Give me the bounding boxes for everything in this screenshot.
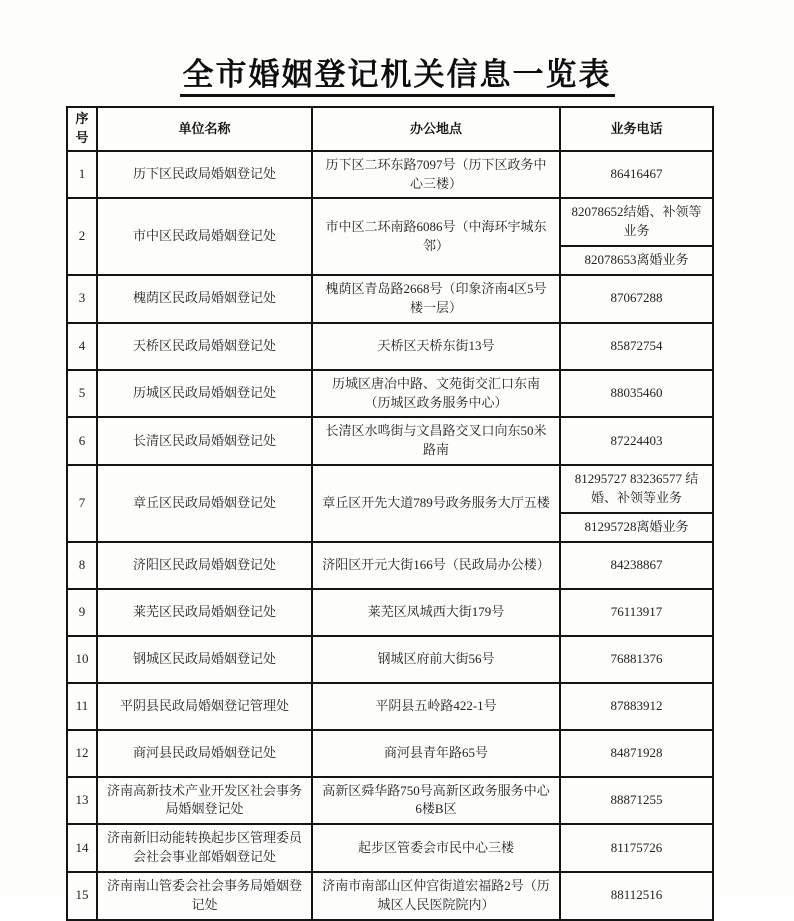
cell-address: 商河县青年路65号	[312, 730, 560, 777]
cell-phone: 82078653离婚业务	[560, 246, 713, 275]
cell-phone: 86416467	[560, 151, 713, 199]
cell-address: 高新区舜华路750号高新区政务服务中心6楼B区	[312, 777, 560, 825]
cell-address: 天桥区天桥东街13号	[312, 323, 560, 370]
cell-phone: 88112516	[560, 872, 713, 920]
cell-phone: 84871928	[560, 730, 713, 777]
header-phone: 业务电话	[560, 107, 713, 151]
cell-address: 钢城区府前大街56号	[312, 636, 560, 683]
cell-phone: 82078652结婚、补领等业务	[560, 198, 713, 246]
table-row	[67, 370, 713, 418]
cell-phone: 88871255	[560, 777, 713, 825]
table-row	[67, 542, 713, 589]
cell-address: 莱芜区凤城西大街179号	[312, 589, 560, 636]
cell-phone: 81295727 83236577 结婚、补领等业务	[560, 465, 713, 513]
header-name: 单位名称	[97, 107, 312, 151]
cell-phone: 76113917	[560, 589, 713, 636]
cell-address: 市中区二环南路6086号（中海环宇城东邻）	[312, 198, 560, 275]
table-row	[67, 275, 713, 323]
cell-phone: 87883912	[560, 683, 713, 730]
cell-name: 商河县民政局婚姻登记处	[97, 730, 312, 777]
cell-name: 济阳区民政局婚姻登记处	[97, 542, 312, 589]
cell-name: 槐荫区民政局婚姻登记处	[97, 275, 312, 323]
table-row	[67, 730, 713, 777]
cell-name: 历下区民政局婚姻登记处	[97, 151, 312, 199]
page-title: 全市婚姻登记机关信息一览表	[180, 58, 615, 97]
cell-index: 15	[67, 872, 97, 920]
cell-name: 章丘区民政局婚姻登记处	[97, 465, 312, 542]
cell-name: 济南新旧动能转换起步区管理委员会社会事业部婚姻登记处	[97, 824, 312, 872]
cell-index: 2	[67, 198, 97, 275]
table-row	[67, 589, 713, 636]
cell-address: 章丘区开先大道789号政务服务大厅五楼	[312, 465, 560, 542]
cell-address: 济南市南部山区仲宫街道宏福路2号（历城区人民医院院内）	[312, 872, 560, 920]
table-row	[67, 151, 713, 199]
cell-name: 济南南山管委会社会事务局婚姻登记处	[97, 872, 312, 920]
cell-index: 3	[67, 275, 97, 323]
table-header	[67, 107, 713, 151]
table-row	[67, 683, 713, 730]
table-row	[67, 198, 713, 246]
cell-phone: 81295728离婚业务	[560, 513, 713, 542]
cell-address: 平阴县五岭路422-1号	[312, 683, 560, 730]
marriage-registry-table	[66, 106, 714, 921]
cell-name: 长清区民政局婚姻登记处	[97, 417, 312, 465]
cell-phone: 76881376	[560, 636, 713, 683]
cell-index: 12	[67, 730, 97, 777]
table-row	[67, 636, 713, 683]
cell-name: 天桥区民政局婚姻登记处	[97, 323, 312, 370]
cell-index: 1	[67, 151, 97, 199]
header-row	[67, 107, 713, 151]
cell-index: 8	[67, 542, 97, 589]
title-container	[0, 58, 794, 97]
cell-index: 11	[67, 683, 97, 730]
cell-name: 济南高新技术产业开发区社会事务局婚姻登记处	[97, 777, 312, 825]
cell-index: 5	[67, 370, 97, 418]
cell-index: 13	[67, 777, 97, 825]
cell-index: 6	[67, 417, 97, 465]
header-address: 办公地点	[312, 107, 560, 151]
cell-phone: 88035460	[560, 370, 713, 418]
cell-phone: 87067288	[560, 275, 713, 323]
table-row	[67, 824, 713, 872]
cell-index: 7	[67, 465, 97, 542]
cell-phone: 81175726	[560, 824, 713, 872]
cell-address: 历城区唐冶中路、文苑街交汇口东南（历城区政务服务中心）	[312, 370, 560, 418]
cell-name: 历城区民政局婚姻登记处	[97, 370, 312, 418]
cell-address: 济阳区开元大街166号（民政局办公楼）	[312, 542, 560, 589]
cell-name: 钢城区民政局婚姻登记处	[97, 636, 312, 683]
cell-name: 平阴县民政局婚姻登记管理处	[97, 683, 312, 730]
cell-index: 9	[67, 589, 97, 636]
table-row	[67, 777, 713, 825]
cell-index: 14	[67, 824, 97, 872]
table-body	[67, 151, 713, 920]
cell-phone: 84238867	[560, 542, 713, 589]
cell-name: 莱芜区民政局婚姻登记处	[97, 589, 312, 636]
cell-name: 市中区民政局婚姻登记处	[97, 198, 312, 275]
cell-index: 10	[67, 636, 97, 683]
cell-address: 历下区二环东路7097号（历下区政务中心三楼）	[312, 151, 560, 199]
cell-address: 槐荫区青岛路2668号（印象济南4区5号楼一层）	[312, 275, 560, 323]
cell-phone: 85872754	[560, 323, 713, 370]
table-row	[67, 465, 713, 513]
cell-index: 4	[67, 323, 97, 370]
table-row	[67, 417, 713, 465]
header-index: 序号	[67, 107, 97, 151]
cell-address: 长清区水鸣街与文昌路交叉口向东50米路南	[312, 417, 560, 465]
cell-phone: 87224403	[560, 417, 713, 465]
cell-address: 起步区管委会市民中心三楼	[312, 824, 560, 872]
table-row	[67, 323, 713, 370]
